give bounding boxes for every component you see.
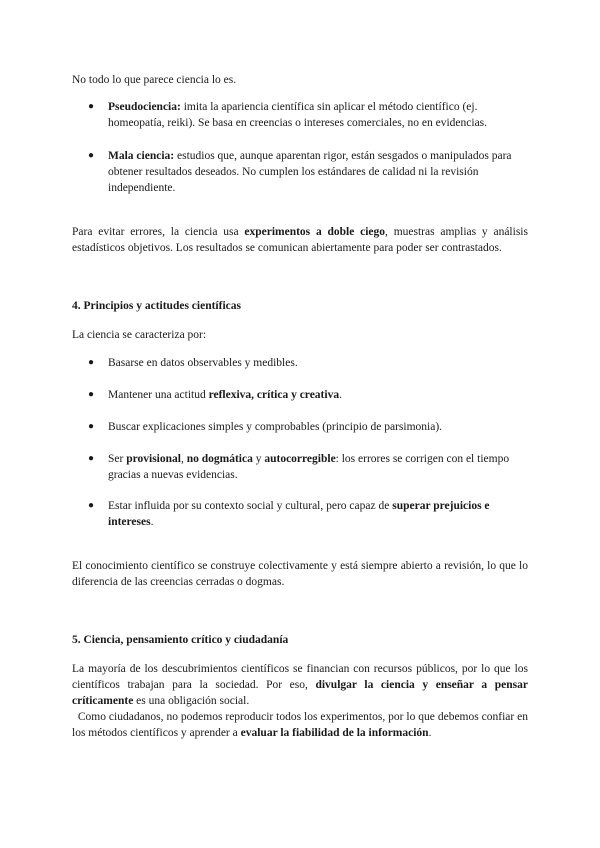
list-item: Buscar explicaciones simples y comprobables (principio de parsimonia). — [108, 421, 443, 433]
bullet-icon: ● — [88, 101, 95, 112]
list-item: Mantener una actitud reflexiva, crítica y creativa. — [108, 389, 342, 401]
bullet-icon: ● — [88, 421, 95, 432]
section-5-paragraph-1: La mayoría de los descubrimientos científicos se financian con recursos públicos, por lo que los científicos trabajan para la sociedad. Por eso, divulgar la ciencia y enseñar a pensar críticamente es una obligación social. — [72, 663, 528, 707]
list-item-pseudociencia: Pseudociencia: imita la apariencia científica sin aplicar el método científico (ej. homeopatía, reiki). Se basa en creencias o intereses comerciales, no en evidencias. — [108, 101, 488, 129]
bullet-icon: ● — [88, 389, 95, 400]
paragraph-doble-ciego: Para evitar errores, la ciencia usa experimentos a doble ciego, muestras amplias y análisis estadísticos objetivos. Los resultados se comunican abiertamente para poder ser contrastados. — [72, 226, 528, 254]
section-5-heading: 5. Ciencia, pensamiento crítico y ciudadanía — [72, 634, 289, 646]
list-item: Estar influida por su contexto social y cultural, pero capaz de superar prejuicios e intereses. — [108, 500, 490, 528]
list-item: Basarse en datos observables y medibles. — [108, 357, 298, 369]
section-4-heading: 4. Principios y actitudes científicas — [72, 300, 241, 312]
bullet-icon: ● — [88, 453, 95, 464]
bullet-icon: ● — [88, 357, 95, 368]
term: Mala ciencia: — [108, 150, 175, 162]
list-item: Ser provisional, no dogmática y autocorregible: los errores se corrigen con el tiempo gracias a nuevas evidencias. — [108, 453, 510, 481]
section-5-paragraph-2: Como ciudadanos, no podemos reproducir todos los experimentos, por lo que debemos confiar en los métodos científicos y aprender a evaluar la fiabilidad de la información. — [72, 711, 531, 739]
list-item-mala-ciencia: Mala ciencia: estudios que, aunque aparentan rigor, están sesgados o manipulados para obtener resultados deseados. No cumplen los estándares de calidad ni la revisión independiente. — [108, 150, 512, 194]
bullet-icon: ● — [88, 500, 95, 511]
section-4-closing: El conocimiento científico se construye colectivamente y está siempre abierto a revisión, lo que lo diferencia de las creencias cerradas o dogmas. — [72, 560, 528, 588]
section-4-lead: La ciencia se caracteriza por: — [72, 329, 207, 341]
term: Pseudociencia: — [108, 101, 181, 113]
bullet-icon: ● — [88, 150, 95, 161]
intro-text: No todo lo que parece ciencia lo es. — [72, 74, 237, 86]
